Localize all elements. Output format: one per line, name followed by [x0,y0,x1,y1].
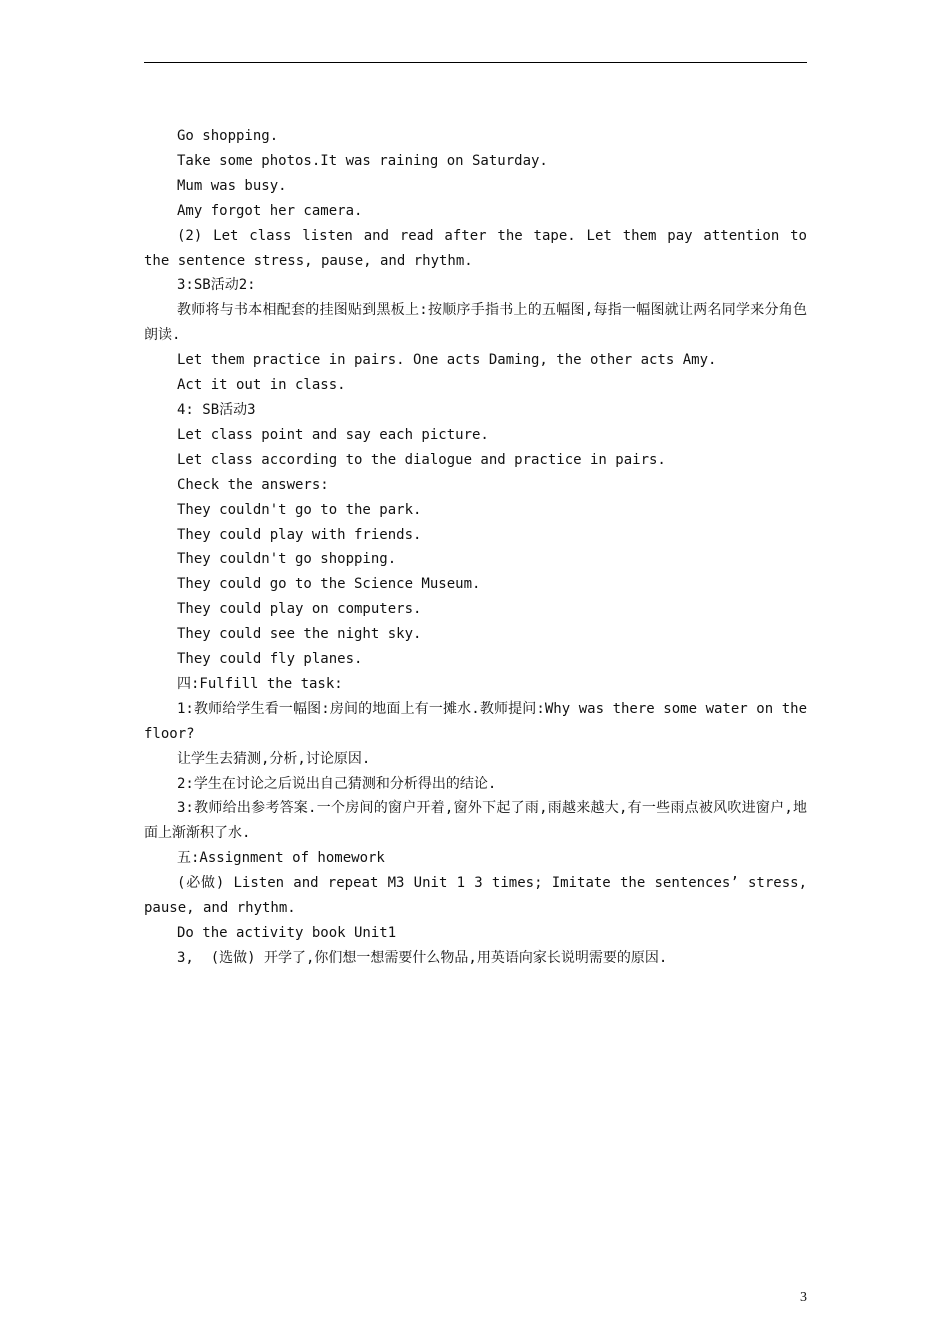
section-heading: 五:Assignment of homework [177,850,385,867]
text-line: 3, (选做) 开学了,你们想一想需要什么物品,用英语向家长说明需要的原因. [177,949,668,966]
text-paragraph: 3:教师给出参考答案.一个房间的窗户开着,窗外下起了雨,雨越来越大,有一些雨点被风吹进窗户,地面上渐渐积了水. [144,800,807,842]
text-paragraph: (2) Let class listen and read after the tape. Let them pay attention to the sentence stress, pause, and rhythm. [144,227,807,269]
text-line: Go shopping. [177,128,279,144]
document-body [144,124,807,971]
header-rule [144,62,807,63]
answer-line: They could play on computers. [177,601,422,618]
text-line: Amy forgot her camera. [177,202,363,219]
text-line: 2:学生在讨论之后说出自己猜测和分析得出的结论. [177,775,497,792]
answer-line: They couldn't go shopping. [177,551,397,568]
section-heading: 4: SB活动3 [177,401,256,418]
text-line: Let class point and say each picture. [177,426,489,443]
text-paragraph: 教师将与书本相配套的挂图贴到黑板上:按顺序手指书上的五幅图,每指一幅图就让两名同学来分角色朗读. [144,302,807,344]
section-heading: 四:Fulfill the task: [177,675,343,692]
text-line: Mum was busy. [177,177,287,194]
text-line: Act it out in class. [177,377,346,394]
page-number: 3 [800,1290,807,1305]
answer-line: They could play with friends. [177,526,422,543]
text-line: Let class according to the dialogue and practice in pairs. [177,451,666,468]
text-paragraph: 1:教师给学生看一幅图:房间的地面上有一摊水.教师提问:Why was there some water on the floor? [144,700,807,742]
text-line: Take some photos.It was raining on Saturday. [177,152,548,169]
answer-line: They could fly planes. [177,651,363,668]
section-heading: 3:SB活动2: [177,277,256,294]
answer-line: They could go to the Science Museum. [177,576,481,593]
text-line: Check the answers: [177,476,329,493]
text-paragraph: (必做) Listen and repeat M3 Unit 1 3 times; Imitate the sentences’ stress, pause, and rhythm. [144,875,807,917]
answer-line: They couldn't go to the park. [177,501,422,518]
text-line: Do the activity book Unit1 [177,925,397,941]
answer-line: They could see the night sky. [177,626,422,643]
text-line: 让学生去猜测,分析,讨论原因. [177,750,371,767]
text-line: Let them practice in pairs. One acts Daming, the other acts Amy. [177,352,717,369]
